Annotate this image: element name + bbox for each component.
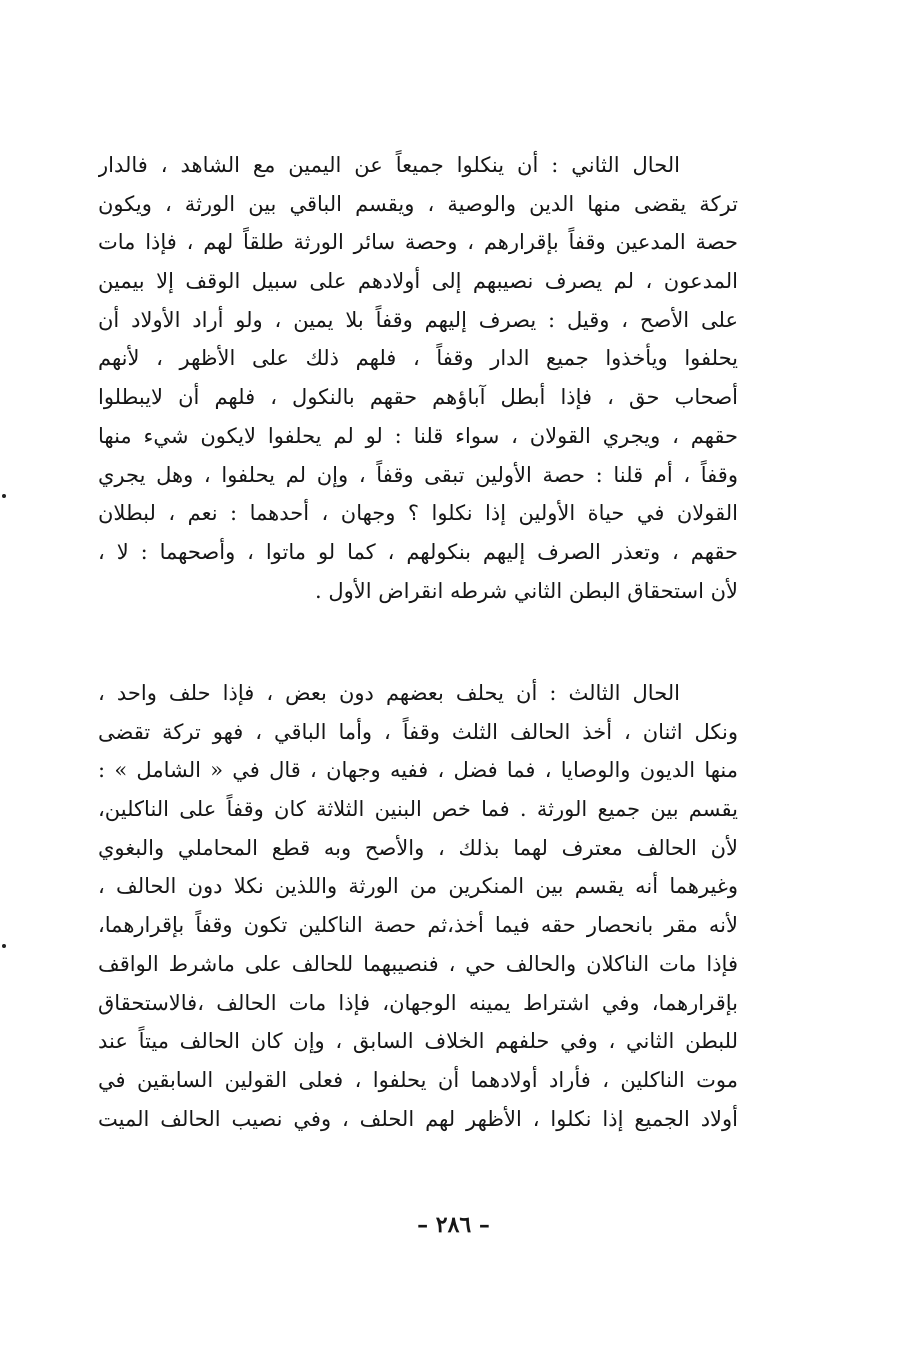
text-line: لأنه مقر بانحصار حقه فيما أخذ،ثم حصة الناكلين تكون وقفاً بإقرارهما، (98, 913, 738, 938)
text-line: لأن استحقاق البطن الثاني شرطه انقراض الأول . (314, 578, 738, 603)
text-line: المدعون ، لم يصرف نصيبهم إلى أولادهم على سبيل الوقف إلا بيمين (98, 269, 738, 294)
paragraph-second-case (98, 146, 738, 610)
text-line: وغيرهما أنه يقسم بين المنكرين من الورثة واللذين نكلا دون الحالف ، (98, 874, 738, 899)
page-number: – ٢٨٦ – (417, 1212, 490, 1238)
text-line: وقفاً ، أم قلنا : حصة الأولين تبقى وقفاً ، وإن لم يحلفوا ، وهل يجري (98, 462, 738, 487)
text-line: فإذا مات الناكلان والحالف حي ، فنصيبهما للحالف على ماشرط الواقف (98, 951, 738, 976)
text-line: حقهم ، وتعذر الصرف إليهم بنكولهم ، كما لو ماتوا ، وأصحهما : لا ، (98, 539, 738, 564)
text-line: القولان في حياة الأولين إذا نكلوا ؟ وجهان ، أحدهما : نعم ، لبطلان (98, 501, 738, 526)
text-line: موت الناكلين ، فأراد أولادهما أن يحلفوا ، فعلى القولين السابقين في (98, 1067, 738, 1092)
text-line: أصحاب حق ، فإذا أبطل آباؤهم حقهم بالنكول ، فلهم أن لايبطلوا (98, 385, 738, 410)
text-line: يقسم بين جميع الورثة . فما خص البنين الثلاثة كان وقفاً على الناكلين، (98, 797, 738, 822)
text-line: حقهم ، ويجري القولان ، سواء قلنا : لو لم يحلفوا لايكون شيء منها (98, 423, 738, 448)
text-line: تركة يقضى منها الدين والوصية ، ويقسم الباقي بين الورثة ، ويكون (98, 191, 738, 216)
text-line: ونكل اثنان ، أخذ الحالف الثلث وقفاً ، وأما الباقي ، فهو تركة تقضى (98, 719, 738, 744)
text-line: بإقرارهما، وفي اشتراط يمينه الوجهان، فإذا مات الحالف ،فالاستحقاق (98, 990, 738, 1015)
text-line: لأن الحالف معترف لهما بذلك ، والأصح وبه قطع المحاملي والبغوي (98, 835, 738, 860)
margin-dot (2, 944, 6, 948)
text-line: يحلفوا ويأخذوا جميع الدار وقفاً ، فلهم ذلك على الأظهر ، لأنهم (98, 346, 738, 371)
text-line: أولاد الجميع إذا نكلوا ، الأظهر لهم الحلف ، وفي نصيب الحالف الميت (98, 1106, 738, 1131)
text-line: الحال الثالث : أن يحلف بعضهم دون بعض ، فإذا حلف واحد ، (98, 681, 680, 705)
margin-dot (2, 494, 6, 498)
text-line: الحال الثاني : أن ينكلوا جميعاً عن اليمين مع الشاهد ، فالدار (98, 153, 680, 177)
text-line: حصة المدعين وقفاً بإقرارهم ، وحصة سائر الورثة طلقاً لهم ، فإذا مات (98, 230, 738, 255)
text-line: للبطن الثاني ، وفي حلفهم الخلاف السابق ، وإن كان الحالف ميتاً عند (98, 1029, 738, 1054)
text-line: منها الديون والوصايا ، فما فضل ، ففيه وجهان ، قال في « الشامل » : (98, 758, 738, 783)
paragraph-third-case (98, 674, 738, 1138)
text-line: على الأصح ، وقيل : يصرف إليهم وقفاً بلا يمين ، ولو أراد الأولاد أن (98, 307, 738, 332)
